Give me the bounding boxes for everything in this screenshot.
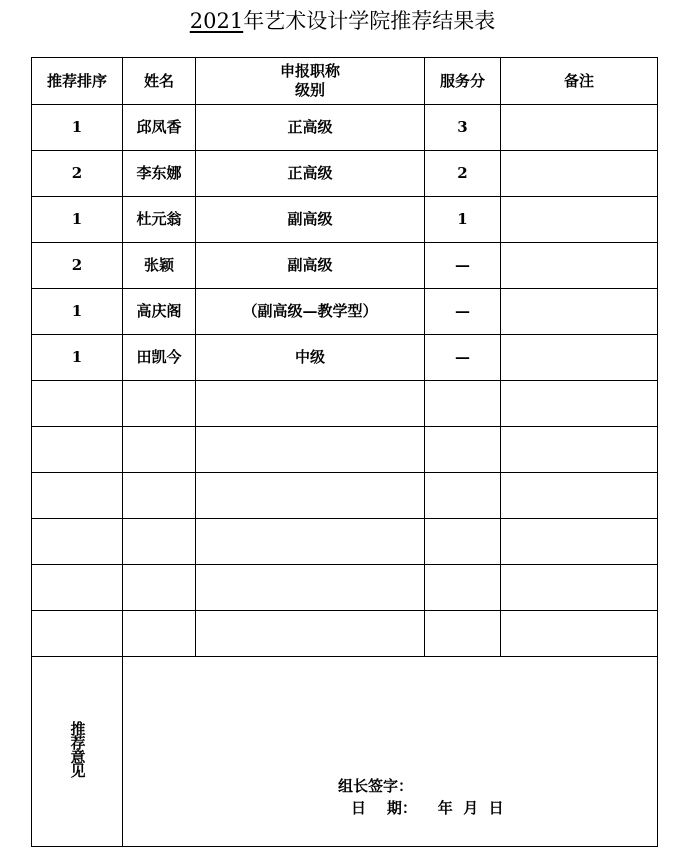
cell-note bbox=[501, 105, 658, 151]
opinion-row bbox=[32, 657, 658, 847]
empty-cell bbox=[123, 565, 196, 611]
empty-cell bbox=[123, 473, 196, 519]
cell-level: （副高级—教学型） bbox=[196, 289, 425, 335]
table-row bbox=[32, 197, 658, 243]
title-text: 年艺术设计学院推荐结果表 bbox=[243, 9, 496, 33]
empty-row bbox=[32, 611, 658, 657]
cell-name: 邱凤香 bbox=[123, 105, 196, 151]
cell-service: 1 bbox=[425, 197, 501, 243]
empty-cell bbox=[425, 519, 501, 565]
empty-cell bbox=[425, 381, 501, 427]
empty-cell bbox=[123, 519, 196, 565]
empty-cell bbox=[196, 427, 425, 473]
header-level-line2: 级别 bbox=[294, 81, 325, 99]
cell-name: 田凯今 bbox=[123, 335, 196, 381]
empty-cell bbox=[32, 427, 123, 473]
page-title bbox=[0, 6, 685, 36]
cell-level: 正高级 bbox=[196, 151, 425, 197]
title-year: 2021 bbox=[189, 9, 244, 33]
table-row bbox=[32, 335, 658, 381]
cell-service: — bbox=[425, 243, 501, 289]
empty-cell bbox=[196, 565, 425, 611]
cell-note bbox=[501, 197, 658, 243]
empty-cell bbox=[196, 519, 425, 565]
header-level bbox=[196, 58, 425, 105]
recommendation-table bbox=[31, 57, 658, 847]
empty-cell bbox=[32, 519, 123, 565]
header-service: 服务分 bbox=[425, 58, 501, 105]
cell-level: 副高级 bbox=[196, 197, 425, 243]
empty-cell bbox=[196, 611, 425, 657]
empty-row bbox=[32, 473, 658, 519]
cell-rank: 2 bbox=[32, 243, 123, 289]
cell-rank: 1 bbox=[32, 197, 123, 243]
cell-level: 中级 bbox=[196, 335, 425, 381]
cell-note bbox=[501, 243, 658, 289]
cell-note bbox=[501, 289, 658, 335]
empty-cell bbox=[501, 565, 658, 611]
cell-note bbox=[501, 151, 658, 197]
empty-cell bbox=[32, 565, 123, 611]
empty-cell bbox=[501, 427, 658, 473]
empty-cell bbox=[425, 565, 501, 611]
table-row bbox=[32, 289, 658, 335]
cell-service: 2 bbox=[425, 151, 501, 197]
empty-cell bbox=[501, 611, 658, 657]
cell-rank: 1 bbox=[32, 335, 123, 381]
header-name: 姓名 bbox=[123, 58, 196, 105]
empty-row bbox=[32, 381, 658, 427]
empty-cell bbox=[123, 611, 196, 657]
cell-name: 杜元翁 bbox=[123, 197, 196, 243]
opinion-label-cell bbox=[32, 657, 123, 847]
cell-rank: 1 bbox=[32, 105, 123, 151]
cell-service: — bbox=[425, 335, 501, 381]
header-note: 备注 bbox=[501, 58, 658, 105]
empty-cell bbox=[425, 611, 501, 657]
empty-cell bbox=[501, 473, 658, 519]
opinion-body bbox=[123, 657, 658, 847]
cell-service: 3 bbox=[425, 105, 501, 151]
cell-level: 副高级 bbox=[196, 243, 425, 289]
empty-cell bbox=[501, 381, 658, 427]
empty-cell bbox=[425, 473, 501, 519]
cell-name: 张颖 bbox=[123, 243, 196, 289]
cell-rank: 1 bbox=[32, 289, 123, 335]
cell-service: — bbox=[425, 289, 501, 335]
cell-level: 正高级 bbox=[196, 105, 425, 151]
empty-cell bbox=[123, 427, 196, 473]
leader-signature-label: 组长签字： bbox=[338, 777, 414, 795]
empty-cell bbox=[32, 611, 123, 657]
empty-cell bbox=[196, 381, 425, 427]
cell-rank: 2 bbox=[32, 151, 123, 197]
table-header-row bbox=[32, 58, 658, 105]
opinion-label: 推荐意见 bbox=[68, 721, 87, 777]
empty-cell bbox=[501, 519, 658, 565]
empty-row bbox=[32, 427, 658, 473]
header-rank: 推荐排序 bbox=[32, 58, 123, 105]
empty-cell bbox=[32, 381, 123, 427]
table-row bbox=[32, 151, 658, 197]
empty-row bbox=[32, 519, 658, 565]
empty-cell bbox=[425, 427, 501, 473]
cell-name: 高庆阁 bbox=[123, 289, 196, 335]
cell-name: 李东娜 bbox=[123, 151, 196, 197]
empty-cell bbox=[123, 381, 196, 427]
empty-cell bbox=[32, 473, 123, 519]
table-row bbox=[32, 243, 658, 289]
header-level-line1: 申报职称 bbox=[279, 62, 340, 80]
empty-cell bbox=[196, 473, 425, 519]
empty-row bbox=[32, 565, 658, 611]
date-label: 日 期： 年 月 日 bbox=[351, 799, 504, 817]
cell-note bbox=[501, 335, 658, 381]
table-row bbox=[32, 105, 658, 151]
